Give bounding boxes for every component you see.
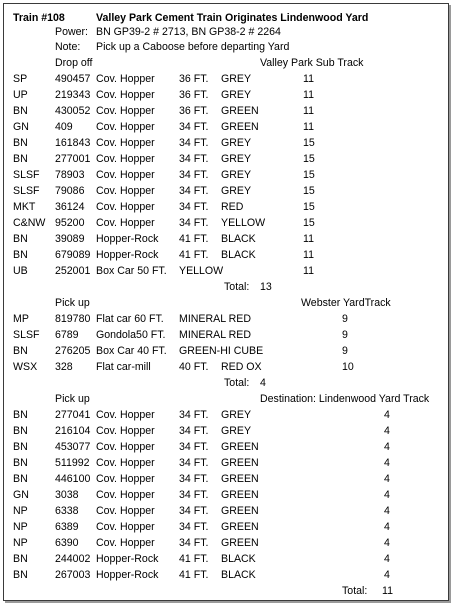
cell-type: Cov. Hopper [96,441,155,453]
cell-number: 252001 [55,265,91,277]
cell-type: Flat car 60 FT. [96,313,164,325]
cell-number: 409 [55,121,73,133]
cell-type: Cov. Hopper [96,169,155,181]
cell-number: 39089 [55,233,85,245]
cell-track: 15 [303,153,315,165]
cell-track: 4 [384,521,390,533]
cell-type: Cov. Hopper [96,89,155,101]
cell-color: GREEN [221,441,259,453]
cell-length: 34 FT. [179,505,209,517]
cell-type: Gondola50 FT. [96,329,166,341]
cell-road: SLSF [13,329,40,341]
cell-track: 4 [384,425,390,437]
cell-number: 36124 [55,201,85,213]
cell-number: 216104 [55,425,91,437]
pickup2-destination: Destination: Lindenwood Yard Track [260,393,430,405]
cell-track: 4 [384,553,390,565]
cell-type: Hopper-Rock [96,553,159,565]
pickup2-total-label: Total: [342,585,368,597]
cell-number: 78903 [55,169,85,181]
cell-type: Cov. Hopper [96,73,155,85]
cell-track: 4 [384,505,390,517]
cell-number: 161843 [55,137,91,149]
cell-track: 11 [303,265,314,277]
cell-track: 11 [303,89,314,101]
cell-track: 15 [303,137,315,149]
cell-type: Cov. Hopper [96,537,155,549]
cell-color: GREEN [221,537,259,549]
cell-road: BN [13,425,28,437]
cell-number: 490457 [55,73,91,85]
cell-road: BN [13,409,28,421]
cell-number: 244002 [55,553,91,565]
cell-road: BN [13,105,28,117]
cell-length: 41 FT. [179,553,209,565]
cell-track: 9 [342,329,348,341]
cell-type: Cov. Hopper [96,153,155,165]
cell-color: GREY [221,153,252,165]
pickup1-total-label: Total: [224,377,250,389]
cell-type: Cov. Hopper [96,217,155,229]
pickup1-heading: Pick up [55,297,90,309]
cell-type: Cov. Hopper [96,409,155,421]
note-value: Pick up a Caboose before departing Yard [96,41,290,53]
cell-length: 36 FT. [179,89,209,101]
cell-track: 11 [303,105,314,117]
cell-road: BN [13,249,28,261]
cell-track: 11 [303,233,314,245]
cell-color: GREEN [221,105,259,117]
cell-length: 40 FT. [179,361,209,373]
cell-road: BN [13,569,28,581]
cell-length: 34 FT. [179,489,209,501]
cell-number: 276205 [55,345,91,357]
cell-length: 34 FT. [179,521,209,533]
cell-color: BLACK [221,553,256,565]
cell-color: GREY [221,169,252,181]
cell-number: 6789 [55,329,79,341]
cell-track: 4 [384,441,390,453]
cell-length: 34 FT. [179,137,209,149]
cell-number: 453077 [55,441,91,453]
cell-type: Cov. Hopper [96,137,155,149]
cell-color: GREEN [221,521,259,533]
cell-road: SLSF [13,185,40,197]
cell-type: Cov. Hopper [96,521,155,533]
cell-road: BN [13,553,28,565]
cell-length: 34 FT. [179,169,209,181]
dropoff-total-value: 13 [260,281,272,293]
cell-type: Cov. Hopper [96,121,155,133]
cell-road: C&NW [13,217,46,229]
cell-road: SP [13,73,28,85]
cell-track: 15 [303,201,315,213]
cell-type: Cov. Hopper [96,505,155,517]
cell-number: 430052 [55,105,91,117]
cell-length: 36 FT. [179,105,209,117]
cell-track: 11 [303,249,314,261]
cell-road: NP [13,505,28,517]
pickup2-heading: Pick up [55,393,90,405]
cell-road: BN [13,345,28,357]
train-label: Train #108 [13,12,65,24]
cell-type: Cov. Hopper [96,425,155,437]
cell-road: BN [13,441,28,453]
cell-number: 6390 [55,537,79,549]
cell-length: 34 FT. [179,473,209,485]
cell-color: RED [221,201,244,213]
cell-length: 34 FT. [179,409,209,421]
cell-length: 36 FT. [179,73,209,85]
cell-color: GREY [221,89,252,101]
cell-road: MP [13,313,29,325]
power-label: Power: [55,26,88,38]
cell-color: GREY [221,425,252,437]
cell-length: 34 FT. [179,457,209,469]
cell-number: 6338 [55,505,79,517]
cell-color: BLACK [221,569,256,581]
cell-type: Cov. Hopper [96,185,155,197]
cell-number: 3038 [55,489,79,501]
cell-color: GREEN [221,505,259,517]
cell-road: NP [13,521,28,533]
cell-type: Cov. Hopper [96,489,155,501]
cell-color: GREY [221,137,252,149]
dropoff-total-label: Total: [224,281,250,293]
pickup1-total-value: 4 [260,377,266,389]
cell-track: 11 [303,73,314,85]
cell-type: Hopper-Rock [96,249,159,261]
cell-road: WSX [13,361,38,373]
cell-track: 4 [384,569,390,581]
cell-length: 34 FT. [179,153,209,165]
cell-number: 819780 [55,313,91,325]
cell-track: 4 [384,537,390,549]
cell-number: 277001 [55,153,91,165]
cell-road: NP [13,537,28,549]
cell-number: 6389 [55,521,79,533]
cell-road: UB [13,265,28,277]
cell-color: MINERAL RED [179,313,252,325]
cell-length: 41 FT. [179,249,209,261]
cell-number: 219343 [55,89,91,101]
cell-road: BN [13,153,28,165]
cell-track: 4 [384,457,390,469]
train-title: Valley Park Cement Train Originates Lindenwood Yard [96,12,369,24]
cell-color: GREEN [221,473,259,485]
cell-track: 10 [342,361,354,373]
cell-road: BN [13,137,28,149]
cell-number: 95200 [55,217,85,229]
cell-color: YELLOW [179,265,224,277]
cell-type: Box Car 50 FT. [96,265,167,277]
cell-road: GN [13,121,29,133]
cell-type: Cov. Hopper [96,473,155,485]
cell-color: GREY [221,73,252,85]
cell-track: 4 [384,409,390,421]
cell-type: Hopper-Rock [96,569,159,581]
cell-number: 511992 [55,457,90,469]
cell-track: 15 [303,169,315,181]
cell-type: Hopper-Rock [96,233,159,245]
cell-color: GREEN-HI CUBE [179,345,264,357]
dropoff-destination: Valley Park Sub Track [260,57,364,69]
cell-color: GREEN [221,457,259,469]
cell-type: Cov. Hopper [96,457,155,469]
cell-length: 34 FT. [179,217,209,229]
cell-type: Box Car 40 FT. [96,345,167,357]
cell-length: 34 FT. [179,121,209,133]
cell-track: 9 [342,345,348,357]
cell-color: RED OX [221,361,262,373]
cell-length: 34 FT. [179,201,209,213]
cell-length: 41 FT. [179,569,209,581]
dropoff-heading: Drop off [55,57,93,69]
power-value: BN GP39-2 # 2713, BN GP38-2 # 2264 [96,26,281,38]
cell-road: UP [13,89,28,101]
cell-number: 679089 [55,249,91,261]
cell-length: 34 FT. [179,425,209,437]
cell-road: BN [13,233,28,245]
cell-track: 4 [384,473,390,485]
cell-length: 34 FT. [179,185,209,197]
cell-track: 4 [384,489,390,501]
cell-track: 9 [342,313,348,325]
cell-number: 328 [55,361,73,373]
cell-road: MKT [13,201,36,213]
cell-color: BLACK [221,249,256,261]
cell-number: 267003 [55,569,91,581]
cell-number: 277041 [55,409,91,421]
cell-color: GREEN [221,121,259,133]
switchlist-sheet [3,3,449,601]
cell-track: 15 [303,217,315,229]
cell-number: 79086 [55,185,85,197]
cell-color: GREY [221,185,252,197]
cell-length: 34 FT. [179,441,209,453]
cell-road: BN [13,457,28,469]
cell-type: Cov. Hopper [96,105,155,117]
cell-color: YELLOW [221,217,266,229]
cell-track: 15 [303,185,315,197]
cell-type: Cov. Hopper [96,201,155,213]
pickup1-destination: Webster YardTrack [301,297,391,309]
cell-color: GREY [221,409,252,421]
cell-number: 446100 [55,473,91,485]
cell-color: BLACK [221,233,256,245]
cell-length: 34 FT. [179,537,209,549]
cell-road: GN [13,489,29,501]
cell-color: GREEN [221,489,259,501]
note-label: Note: [55,41,81,53]
cell-road: SLSF [13,169,40,181]
cell-length: 41 FT. [179,233,209,245]
cell-color: MINERAL RED [179,329,252,341]
cell-road: BN [13,473,28,485]
pickup2-total-value: 11 [382,585,393,597]
cell-track: 11 [303,121,314,133]
cell-type: Flat car-mill [96,361,151,373]
